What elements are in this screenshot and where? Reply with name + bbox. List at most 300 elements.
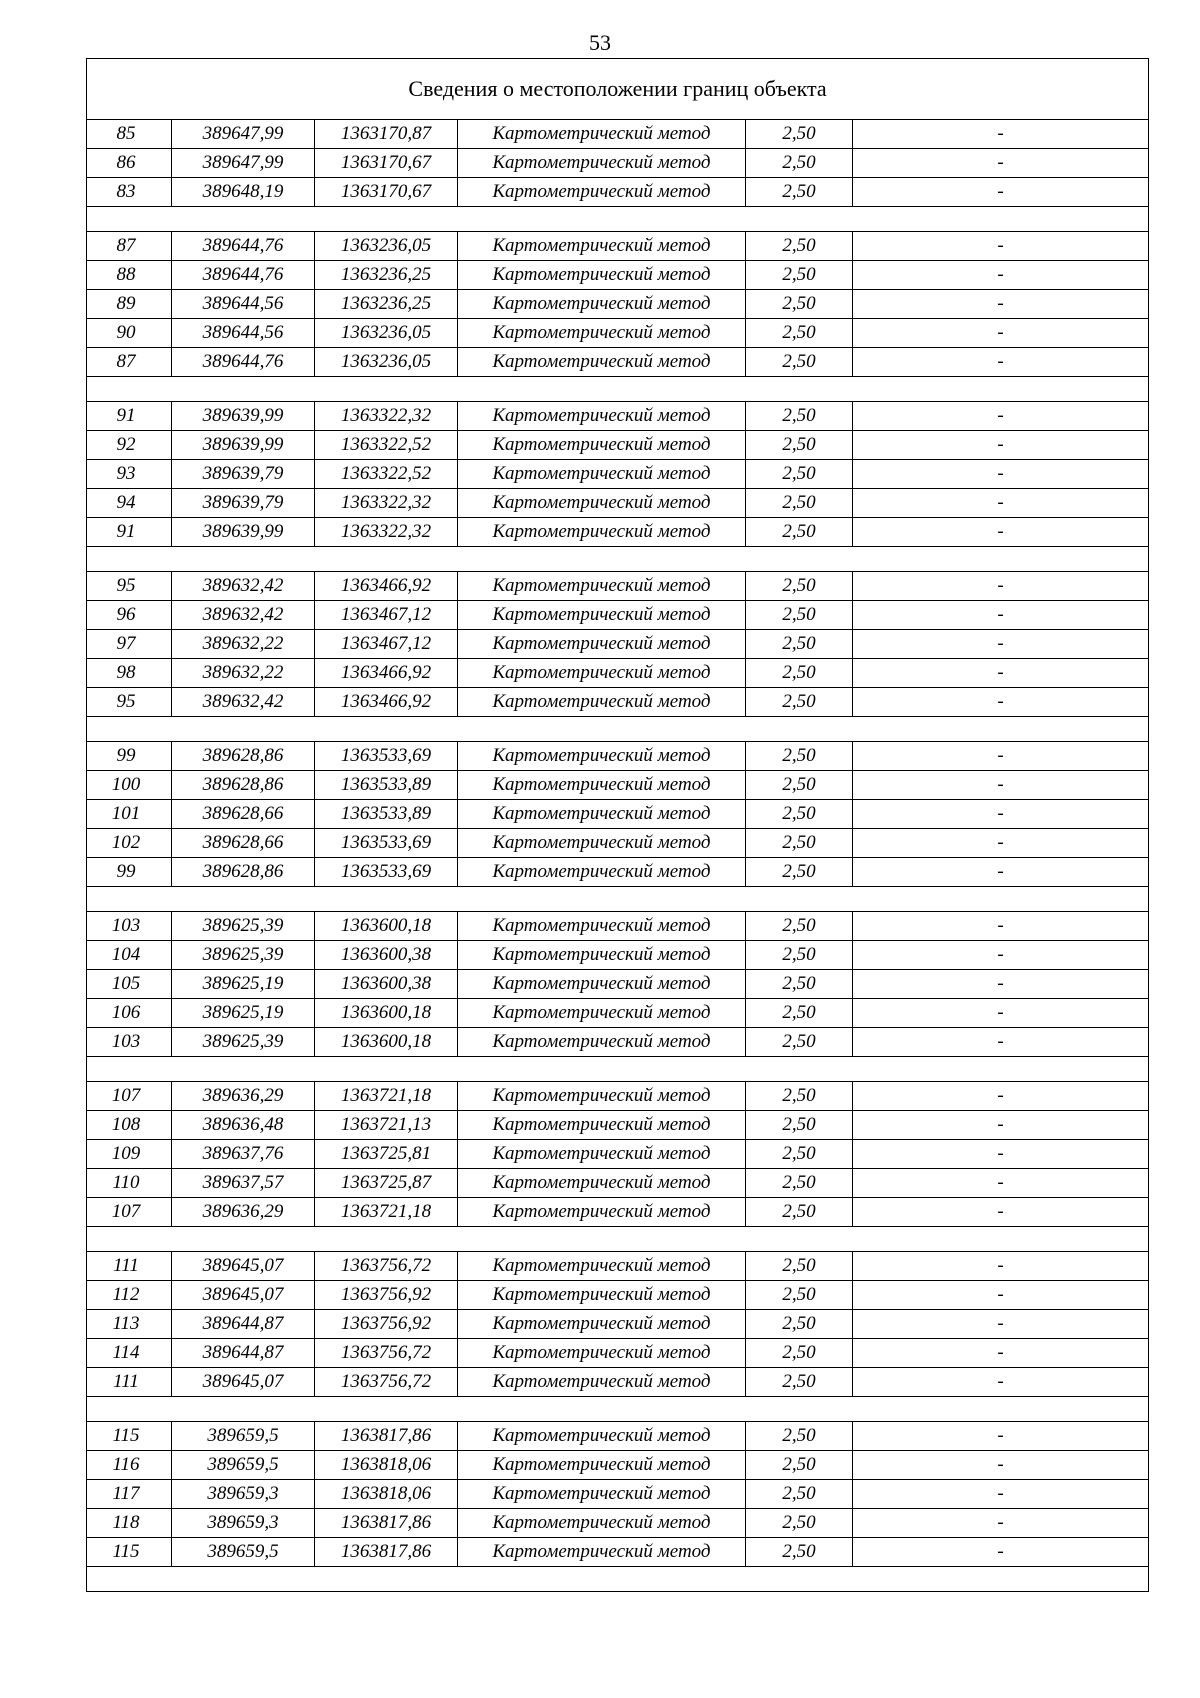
group-separator-row [87,377,1149,402]
accuracy-cell: 2,50 [746,999,853,1028]
point-number-cell: 87 [87,232,172,261]
table-row [87,999,1149,1028]
method-cell: Картометрический метод [458,858,746,887]
description-cell: - [853,941,1149,970]
description-cell: - [853,1111,1149,1140]
x-coordinate-cell: 389644,87 [172,1339,315,1368]
method-cell: Картометрический метод [458,1509,746,1538]
y-coordinate-cell: 1363170,67 [315,178,458,207]
accuracy-cell: 2,50 [746,1252,853,1281]
description-cell: - [853,149,1149,178]
table-row [87,1339,1149,1368]
group-separator-cell [87,377,1149,402]
boundary-coordinates-table [86,58,1149,1592]
x-coordinate-cell: 389636,29 [172,1082,315,1111]
y-coordinate-cell: 1363756,92 [315,1281,458,1310]
description-cell: - [853,290,1149,319]
y-coordinate-cell: 1363600,18 [315,1028,458,1057]
table-row [87,402,1149,431]
accuracy-cell: 2,50 [746,178,853,207]
group-separator-row [87,887,1149,912]
table-row [87,970,1149,999]
accuracy-cell: 2,50 [746,1111,853,1140]
point-number-cell: 111 [87,1252,172,1281]
point-number-cell: 91 [87,402,172,431]
method-cell: Картометрический метод [458,800,746,829]
description-cell: - [853,232,1149,261]
accuracy-cell: 2,50 [746,912,853,941]
y-coordinate-cell: 1363721,13 [315,1111,458,1140]
point-number-cell: 88 [87,261,172,290]
table-row [87,771,1149,800]
x-coordinate-cell: 389625,19 [172,970,315,999]
y-coordinate-cell: 1363533,89 [315,771,458,800]
description-cell: - [853,1140,1149,1169]
description-cell: - [853,999,1149,1028]
method-cell: Картометрический метод [458,518,746,547]
method-cell: Картометрический метод [458,1310,746,1339]
accuracy-cell: 2,50 [746,1368,853,1397]
x-coordinate-cell: 389636,48 [172,1111,315,1140]
x-coordinate-cell: 389637,76 [172,1140,315,1169]
description-cell: - [853,1422,1149,1451]
group-separator-cell [87,1057,1149,1082]
point-number-cell: 105 [87,970,172,999]
table-row [87,572,1149,601]
table-row [87,1252,1149,1281]
method-cell: Картометрический метод [458,630,746,659]
table-row [87,829,1149,858]
method-cell: Картометрический метод [458,970,746,999]
y-coordinate-cell: 1363600,38 [315,970,458,999]
description-cell: - [853,489,1149,518]
page-number: 53 [589,30,611,55]
accuracy-cell: 2,50 [746,829,853,858]
method-cell: Картометрический метод [458,771,746,800]
x-coordinate-cell: 389625,19 [172,999,315,1028]
x-coordinate-cell: 389632,22 [172,630,315,659]
table-body [87,59,1149,1592]
table-row [87,1310,1149,1339]
table-row [87,120,1149,149]
x-coordinate-cell: 389647,99 [172,149,315,178]
description-cell: - [853,1082,1149,1111]
y-coordinate-cell: 1363533,69 [315,829,458,858]
point-number-cell: 101 [87,800,172,829]
group-separator-row [87,1227,1149,1252]
method-cell: Картометрический метод [458,1140,746,1169]
table-row [87,1140,1149,1169]
table-row [87,1538,1149,1567]
x-coordinate-cell: 389628,86 [172,742,315,771]
method-cell: Картометрический метод [458,1422,746,1451]
method-cell: Картометрический метод [458,601,746,630]
description-cell: - [853,1310,1149,1339]
accuracy-cell: 2,50 [746,1169,853,1198]
x-coordinate-cell: 389625,39 [172,941,315,970]
point-number-cell: 86 [87,149,172,178]
group-separator-row [87,717,1149,742]
description-cell: - [853,829,1149,858]
x-coordinate-cell: 389632,22 [172,659,315,688]
description-cell: - [853,1281,1149,1310]
y-coordinate-cell: 1363756,72 [315,1368,458,1397]
x-coordinate-cell: 389639,79 [172,489,315,518]
description-cell: - [853,1028,1149,1057]
accuracy-cell: 2,50 [746,1310,853,1339]
accuracy-cell: 2,50 [746,800,853,829]
point-number-cell: 103 [87,1028,172,1057]
accuracy-cell: 2,50 [746,348,853,377]
caption-row [87,59,1149,120]
description-cell: - [853,431,1149,460]
point-number-cell: 117 [87,1480,172,1509]
point-number-cell: 113 [87,1310,172,1339]
point-number-cell: 92 [87,431,172,460]
x-coordinate-cell: 389632,42 [172,688,315,717]
x-coordinate-cell: 389644,76 [172,348,315,377]
point-number-cell: 89 [87,290,172,319]
x-coordinate-cell: 389628,86 [172,858,315,887]
x-coordinate-cell: 389648,19 [172,178,315,207]
x-coordinate-cell: 389628,66 [172,800,315,829]
point-number-cell: 110 [87,1169,172,1198]
description-cell: - [853,1538,1149,1567]
accuracy-cell: 2,50 [746,1198,853,1227]
y-coordinate-cell: 1363817,86 [315,1538,458,1567]
accuracy-cell: 2,50 [746,290,853,319]
description-cell: - [853,912,1149,941]
table-row [87,1169,1149,1198]
table-row [87,1198,1149,1227]
description-cell: - [853,261,1149,290]
y-coordinate-cell: 1363322,52 [315,460,458,489]
point-number-cell: 93 [87,460,172,489]
group-separator-cell [87,1397,1149,1422]
y-coordinate-cell: 1363721,18 [315,1082,458,1111]
table-row [87,659,1149,688]
y-coordinate-cell: 1363322,32 [315,402,458,431]
y-coordinate-cell: 1363600,18 [315,999,458,1028]
description-cell: - [853,402,1149,431]
method-cell: Картометрический метод [458,1538,746,1567]
point-number-cell: 112 [87,1281,172,1310]
method-cell: Картометрический метод [458,319,746,348]
point-number-cell: 115 [87,1538,172,1567]
x-coordinate-cell: 389659,3 [172,1509,315,1538]
table-row [87,348,1149,377]
point-number-cell: 87 [87,348,172,377]
description-cell: - [853,1509,1149,1538]
x-coordinate-cell: 389639,79 [172,460,315,489]
method-cell: Картометрический метод [458,1082,746,1111]
x-coordinate-cell: 389659,5 [172,1451,315,1480]
accuracy-cell: 2,50 [746,1422,853,1451]
method-cell: Картометрический метод [458,402,746,431]
point-number-cell: 99 [87,742,172,771]
table-row [87,178,1149,207]
table-row [87,232,1149,261]
y-coordinate-cell: 1363466,92 [315,688,458,717]
accuracy-cell: 2,50 [746,572,853,601]
description-cell: - [853,1198,1149,1227]
y-coordinate-cell: 1363533,69 [315,858,458,887]
group-separator-cell [87,207,1149,232]
table-row [87,1368,1149,1397]
x-coordinate-cell: 389639,99 [172,518,315,547]
x-coordinate-cell: 389644,76 [172,261,315,290]
table-row [87,601,1149,630]
x-coordinate-cell: 389637,57 [172,1169,315,1198]
description-cell: - [853,1451,1149,1480]
point-number-cell: 116 [87,1451,172,1480]
description-cell: - [853,319,1149,348]
group-separator-cell [87,1567,1149,1592]
description-cell: - [853,1339,1149,1368]
description-cell: - [853,120,1149,149]
method-cell: Картометрический метод [458,572,746,601]
accuracy-cell: 2,50 [746,601,853,630]
point-number-cell: 96 [87,601,172,630]
method-cell: Картометрический метод [458,1451,746,1480]
x-coordinate-cell: 389645,07 [172,1252,315,1281]
point-number-cell: 91 [87,518,172,547]
accuracy-cell: 2,50 [746,460,853,489]
description-cell: - [853,771,1149,800]
x-coordinate-cell: 389644,76 [172,232,315,261]
method-cell: Картометрический метод [458,460,746,489]
point-number-cell: 103 [87,912,172,941]
y-coordinate-cell: 1363466,92 [315,572,458,601]
group-separator-row [87,1397,1149,1422]
y-coordinate-cell: 1363236,05 [315,319,458,348]
accuracy-cell: 2,50 [746,941,853,970]
point-number-cell: 98 [87,659,172,688]
method-cell: Картометрический метод [458,659,746,688]
accuracy-cell: 2,50 [746,742,853,771]
accuracy-cell: 2,50 [746,402,853,431]
accuracy-cell: 2,50 [746,1538,853,1567]
table-row [87,460,1149,489]
y-coordinate-cell: 1363756,72 [315,1252,458,1281]
point-number-cell: 97 [87,630,172,659]
x-coordinate-cell: 389628,86 [172,771,315,800]
y-coordinate-cell: 1363170,87 [315,120,458,149]
point-number-cell: 95 [87,688,172,717]
table-row [87,1281,1149,1310]
method-cell: Картометрический метод [458,742,746,771]
accuracy-cell: 2,50 [746,120,853,149]
point-number-cell: 102 [87,829,172,858]
description-cell: - [853,1169,1149,1198]
point-number-cell: 106 [87,999,172,1028]
point-number-cell: 90 [87,319,172,348]
y-coordinate-cell: 1363756,92 [315,1310,458,1339]
group-separator-cell [87,547,1149,572]
method-cell: Картометрический метод [458,829,746,858]
x-coordinate-cell: 389632,42 [172,601,315,630]
table-row [87,912,1149,941]
y-coordinate-cell: 1363533,69 [315,742,458,771]
y-coordinate-cell: 1363725,81 [315,1140,458,1169]
table-row [87,319,1149,348]
description-cell: - [853,572,1149,601]
x-coordinate-cell: 389628,66 [172,829,315,858]
point-number-cell: 104 [87,941,172,970]
description-cell: - [853,1368,1149,1397]
description-cell: - [853,742,1149,771]
table-row [87,1451,1149,1480]
accuracy-cell: 2,50 [746,1339,853,1368]
accuracy-cell: 2,50 [746,688,853,717]
point-number-cell: 109 [87,1140,172,1169]
accuracy-cell: 2,50 [746,518,853,547]
method-cell: Картометрический метод [458,290,746,319]
table-row [87,1509,1149,1538]
y-coordinate-cell: 1363818,06 [315,1451,458,1480]
accuracy-cell: 2,50 [746,232,853,261]
y-coordinate-cell: 1363756,72 [315,1339,458,1368]
accuracy-cell: 2,50 [746,261,853,290]
x-coordinate-cell: 389625,39 [172,912,315,941]
y-coordinate-cell: 1363533,89 [315,800,458,829]
x-coordinate-cell: 389659,5 [172,1422,315,1451]
group-separator-cell [87,717,1149,742]
table-row [87,800,1149,829]
accuracy-cell: 2,50 [746,1082,853,1111]
method-cell: Картометрический метод [458,1198,746,1227]
table-row [87,630,1149,659]
y-coordinate-cell: 1363721,18 [315,1198,458,1227]
method-cell: Картометрический метод [458,120,746,149]
accuracy-cell: 2,50 [746,431,853,460]
y-coordinate-cell: 1363236,05 [315,232,458,261]
description-cell: - [853,601,1149,630]
x-coordinate-cell: 389632,42 [172,572,315,601]
table-row [87,290,1149,319]
accuracy-cell: 2,50 [746,858,853,887]
table-row [87,149,1149,178]
table-row [87,1422,1149,1451]
y-coordinate-cell: 1363467,12 [315,630,458,659]
table-row [87,1480,1149,1509]
accuracy-cell: 2,50 [746,1281,853,1310]
point-number-cell: 107 [87,1198,172,1227]
table-row [87,1111,1149,1140]
table-row [87,688,1149,717]
method-cell: Картометрический метод [458,1252,746,1281]
x-coordinate-cell: 389645,07 [172,1368,315,1397]
y-coordinate-cell: 1363817,86 [315,1422,458,1451]
accuracy-cell: 2,50 [746,319,853,348]
accuracy-cell: 2,50 [746,1028,853,1057]
description-cell: - [853,858,1149,887]
description-cell: - [853,518,1149,547]
method-cell: Картометрический метод [458,232,746,261]
y-coordinate-cell: 1363322,52 [315,431,458,460]
method-cell: Картометрический метод [458,489,746,518]
method-cell: Картометрический метод [458,1169,746,1198]
x-coordinate-cell: 389644,56 [172,290,315,319]
method-cell: Картометрический метод [458,178,746,207]
method-cell: Картометрический метод [458,1339,746,1368]
method-cell: Картометрический метод [458,149,746,178]
accuracy-cell: 2,50 [746,970,853,999]
method-cell: Картометрический метод [458,431,746,460]
point-number-cell: 114 [87,1339,172,1368]
point-number-cell: 99 [87,858,172,887]
accuracy-cell: 2,50 [746,1451,853,1480]
description-cell: - [853,630,1149,659]
y-coordinate-cell: 1363236,25 [315,290,458,319]
y-coordinate-cell: 1363236,25 [315,261,458,290]
method-cell: Картометрический метод [458,1480,746,1509]
description-cell: - [853,659,1149,688]
table-row [87,1028,1149,1057]
table-row [87,742,1149,771]
x-coordinate-cell: 389659,5 [172,1538,315,1567]
group-separator-row [87,547,1149,572]
table-caption: Сведения о местоположении границ объекта [87,59,1149,120]
x-coordinate-cell: 389625,39 [172,1028,315,1057]
x-coordinate-cell: 389645,07 [172,1281,315,1310]
table-row [87,431,1149,460]
description-cell: - [853,178,1149,207]
accuracy-cell: 2,50 [746,149,853,178]
y-coordinate-cell: 1363467,12 [315,601,458,630]
point-number-cell: 94 [87,489,172,518]
method-cell: Картометрический метод [458,1111,746,1140]
group-separator-cell [87,887,1149,912]
x-coordinate-cell: 389639,99 [172,431,315,460]
y-coordinate-cell: 1363725,87 [315,1169,458,1198]
point-number-cell: 85 [87,120,172,149]
method-cell: Картометрический метод [458,941,746,970]
point-number-cell: 108 [87,1111,172,1140]
point-number-cell: 118 [87,1509,172,1538]
x-coordinate-cell: 389659,3 [172,1480,315,1509]
x-coordinate-cell: 389644,56 [172,319,315,348]
point-number-cell: 115 [87,1422,172,1451]
accuracy-cell: 2,50 [746,1480,853,1509]
group-separator-row [87,1057,1149,1082]
description-cell: - [853,1252,1149,1281]
x-coordinate-cell: 389647,99 [172,120,315,149]
description-cell: - [853,970,1149,999]
table-row [87,941,1149,970]
method-cell: Картометрический метод [458,999,746,1028]
table-row [87,858,1149,887]
table-row [87,489,1149,518]
table-row [87,518,1149,547]
y-coordinate-cell: 1363818,06 [315,1480,458,1509]
y-coordinate-cell: 1363817,86 [315,1509,458,1538]
accuracy-cell: 2,50 [746,630,853,659]
y-coordinate-cell: 1363322,32 [315,489,458,518]
group-separator-cell [87,1227,1149,1252]
accuracy-cell: 2,50 [746,1140,853,1169]
point-number-cell: 100 [87,771,172,800]
description-cell: - [853,688,1149,717]
point-number-cell: 95 [87,572,172,601]
point-number-cell: 107 [87,1082,172,1111]
x-coordinate-cell: 389639,99 [172,402,315,431]
accuracy-cell: 2,50 [746,771,853,800]
x-coordinate-cell: 389636,29 [172,1198,315,1227]
method-cell: Картометрический метод [458,261,746,290]
description-cell: - [853,800,1149,829]
x-coordinate-cell: 389644,87 [172,1310,315,1339]
